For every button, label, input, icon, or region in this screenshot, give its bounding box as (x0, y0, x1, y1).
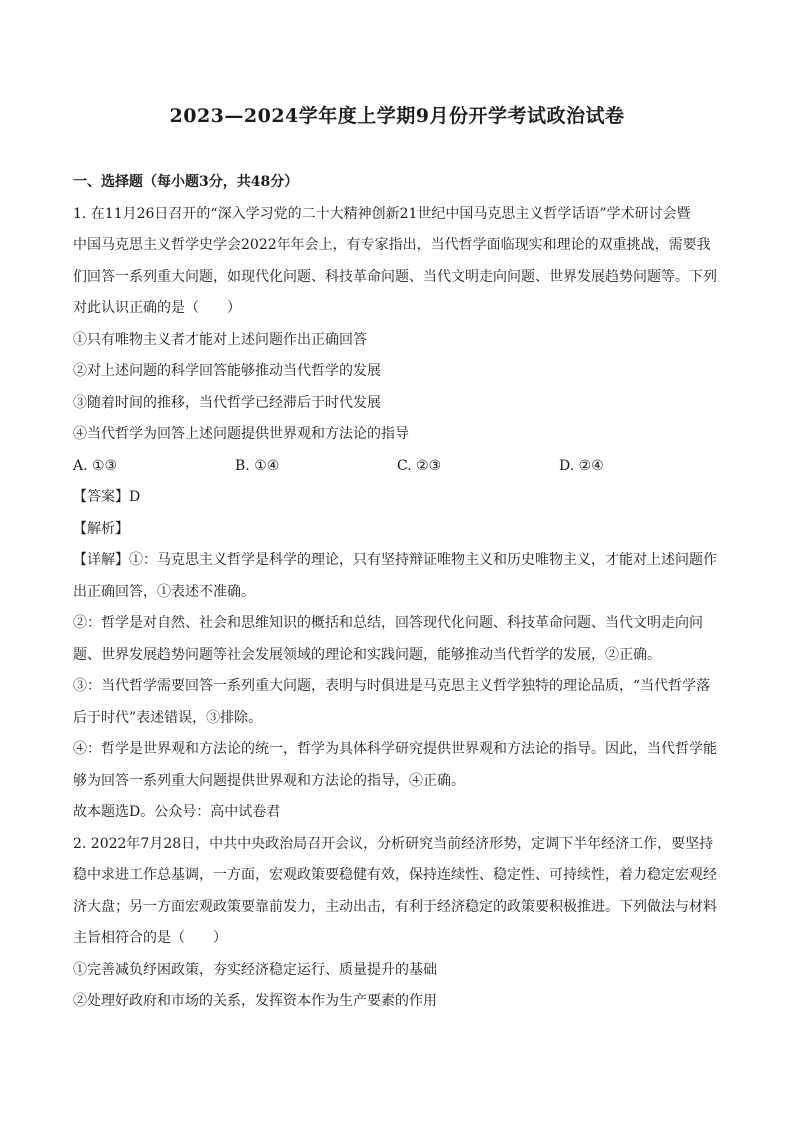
analysis-line: ④：哲学是世界观和方法论的统一，哲学为具体科学研究提供世界观和方法论的指导。因此，当代哲学能 (73, 741, 717, 757)
analysis-line: 后于时代”表述错误，③排除。 (73, 709, 263, 726)
question-stem-line: 中国马克思主义哲学史学会2022年年会上，有专家指出，当代哲学面临现实和理论的双重挑战，需要我 (73, 237, 711, 253)
question-2 (73, 829, 723, 1018)
analysis-line: 故本题选D。公众号：高中试卷君 (73, 804, 281, 820)
option-b: B. ①④ (235, 457, 280, 474)
analysis-line: ③：当代哲学需要回答一系列重大问题，表明与时俱进是马克思主义哲学独特的理论品质，“当代哲学落 (73, 678, 711, 694)
option-a: A. ①③ (73, 457, 118, 474)
statement-1: ①完善减负纾困政策，夯实经济稳定运行、质量提升的基础 (73, 961, 437, 978)
statement-4: ④当代哲学为回答上述问题提供世界观和方法论的指导 (73, 426, 409, 442)
question-stem-line: 主旨相符合的是（ ） (73, 930, 227, 946)
analysis-line: 题、世界发展趋势问题等社会发展领域的理论和实践问题，能够推动当代哲学的发展，②正确。 (73, 646, 661, 663)
analysis-line: 够为回答一系列重大问题提供世界观和方法论的指导，④正确。 (73, 772, 465, 789)
answer-options (73, 451, 723, 483)
option-c: C. ②③ (397, 457, 442, 474)
page-title: 2023—2024学年度上学期9月份开学考试政治试卷 (169, 105, 625, 127)
question-stem-line: 济大盘；另一方面宏观政策要靠前发力，主动出击，有利于经济稳定的政策要积极推进。下列做法与材料 (73, 898, 717, 915)
question-stem-line: 1. 在11月26日召开的“深入学习党的二十大精神创新21世纪中国马克思主义哲学话语”学术研讨会暨 (73, 205, 691, 222)
analysis-line: ②：哲学是对自然、社会和思维知识的概括和总结，回答现代化问题、科技革命问题、当代文明走向问 (73, 615, 703, 631)
statement-2: ②处理好政府和市场的关系，发挥资本作为生产要素的作用 (73, 993, 437, 1009)
statement-2: ②对上述问题的科学回答能够推动当代哲学的发展 (73, 363, 381, 379)
analysis-label: 【解析】 (73, 520, 129, 537)
analysis-line: 出正确回答，①表述不准确。 (73, 583, 255, 600)
question-stem-line: 稳中求进工作总基调，一方面，宏观政策要稳健有效，保持连续性、稳定性、可持续性，着力稳定宏观经 (73, 867, 717, 883)
statement-3: ③随着时间的推移，当代哲学已经滞后于时代发展 (73, 394, 381, 411)
analysis-line: 【详解】①：马克思主义哲学是科学的理论，只有坚持辩证唯物主义和历史唯物主义，才能对上述问题作 (73, 552, 717, 568)
option-d: D. ②④ (559, 457, 604, 474)
exam-content (73, 167, 723, 1018)
question-stem-line: 对此认识正确的是（ ） (73, 300, 241, 316)
answer-line: 【答案】D (73, 489, 141, 505)
question-stem-line: 2. 2022年7月28日，中共中央政治局召开会议，分析研究当前经济形势，定调下半年经济工作，要坚持 (73, 835, 714, 852)
question-stem-line: 们回答一系列重大问题，如现代化问题、科技革命问题、当代文明走向问题、世界发展趋势问题等。下列 (73, 268, 717, 285)
section-heading: 一、选择题（每小题3分，共48分） (73, 174, 299, 190)
question-1 (73, 199, 723, 829)
statement-1: ①只有唯物主义者才能对上述问题作出正确回答 (73, 331, 367, 348)
